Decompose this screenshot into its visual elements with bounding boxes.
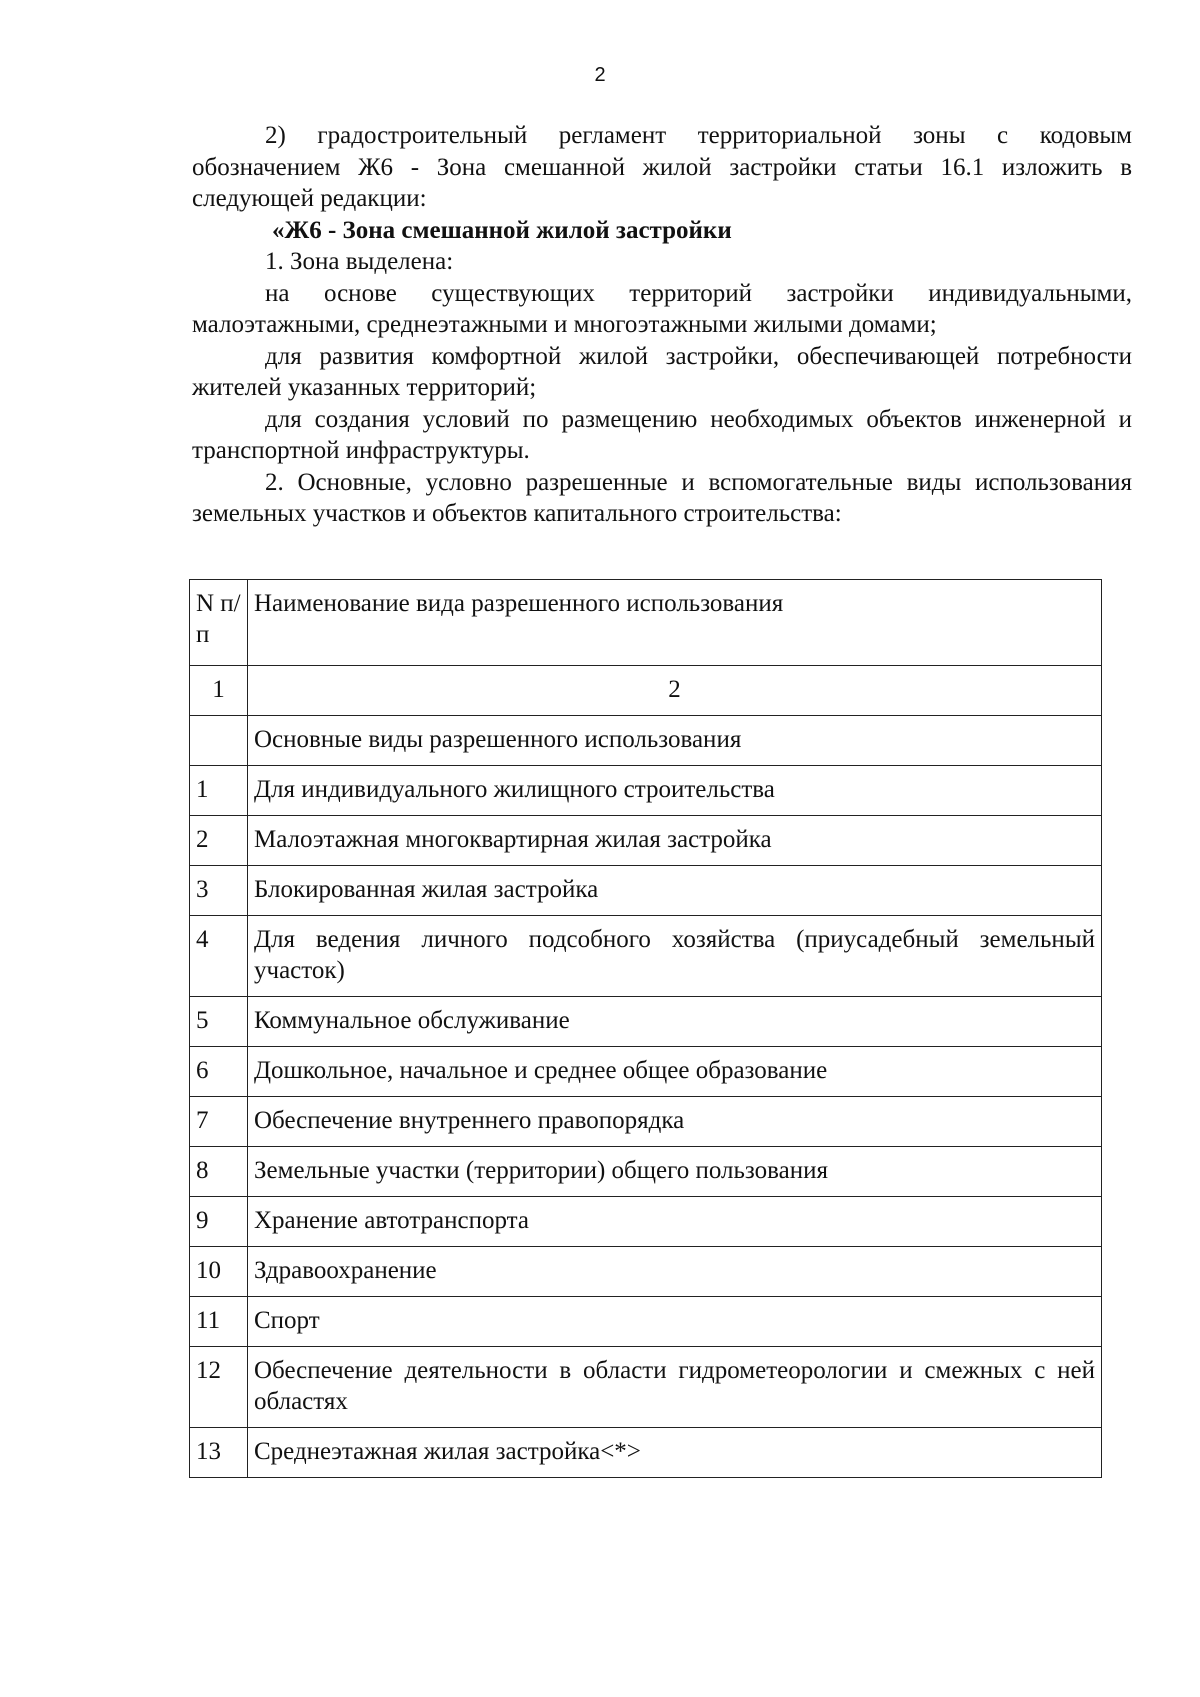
header-name-cell: Наименование вида разрешенного использования [248, 580, 1102, 666]
row-name: Малоэтажная многоквартирная жилая застройка [248, 816, 1102, 866]
paragraph-use-types: 2. Основные, условно разрешенные и вспомогательные виды использования земельных участков и объектов капитального строительства: [192, 468, 1132, 527]
row-name: Обеспечение деятельности в области гидрометеорологии и смежных с ней областях [248, 1347, 1102, 1428]
row-num: 2 [190, 816, 248, 866]
row-num: 3 [190, 866, 248, 916]
row-name: Здравоохранение [248, 1247, 1102, 1297]
table-row [190, 866, 1102, 916]
row-name: Среднеэтажная жилая застройка<*> [248, 1428, 1102, 1478]
row-num: 11 [190, 1297, 248, 1347]
table-row [190, 1347, 1102, 1428]
table-row [190, 997, 1102, 1047]
table-row [190, 1097, 1102, 1147]
section-title-num-cell [190, 716, 248, 766]
row-num: 5 [190, 997, 248, 1047]
permitted-use-table [189, 579, 1102, 1478]
row-num: 8 [190, 1147, 248, 1197]
column-number-2: 2 [248, 666, 1102, 716]
table-row [190, 916, 1102, 997]
header-num-cell: N п/п [190, 580, 248, 666]
row-num: 7 [190, 1097, 248, 1147]
table-row [190, 1147, 1102, 1197]
row-name: Блокированная жилая застройка [248, 866, 1102, 916]
row-num: 6 [190, 1047, 248, 1097]
row-num: 1 [190, 766, 248, 816]
row-num: 10 [190, 1247, 248, 1297]
row-num: 13 [190, 1428, 248, 1478]
column-number-1: 1 [190, 666, 248, 716]
paragraph-amendment: 2) градостроительный регламент территориальной зоны с кодовым обозначением Ж6 - Зона смешанной жилой застройки статьи 16.1 изложить в следующей редакции: [192, 122, 1132, 212]
document-body [192, 120, 1132, 530]
section-title-cell: Основные виды разрешенного использования [248, 716, 1102, 766]
row-name: Для ведения личного подсобного хозяйства (приусадебный земельный участок) [248, 916, 1102, 997]
row-name: Дошкольное, начальное и среднее общее образование [248, 1047, 1102, 1097]
row-num: 12 [190, 1347, 248, 1428]
row-num: 4 [190, 916, 248, 997]
paragraph-basis: на основе существующих территорий застройки индивидуальными, малоэтажными, среднеэтажными и многоэтажными жилыми домами; [192, 279, 1132, 338]
table-row [190, 816, 1102, 866]
row-name: Коммунальное обслуживание [248, 997, 1102, 1047]
paragraph-zone-allocated: 1. Зона выделена: [265, 248, 454, 275]
table-row [190, 1247, 1102, 1297]
row-name: Хранение автотранспорта [248, 1197, 1102, 1247]
table-row [190, 1047, 1102, 1097]
page-number: 2 [594, 64, 606, 86]
zone-heading: «Ж6 - Зона смешанной жилой застройки [272, 216, 732, 244]
table-row [190, 1197, 1102, 1247]
row-name: Земельные участки (территории) общего пользования [248, 1147, 1102, 1197]
row-name: Обеспечение внутреннего правопорядка [248, 1097, 1102, 1147]
table-row [190, 766, 1102, 816]
paragraph-development: для развития комфортной жилой застройки, обеспечивающей потребности жителей указанных территорий; [192, 342, 1132, 401]
table-row [190, 1428, 1102, 1478]
row-num: 9 [190, 1197, 248, 1247]
section-title-row [190, 716, 1102, 766]
row-name: Для индивидуального жилищного строительства [248, 766, 1102, 816]
row-name: Спорт [248, 1297, 1102, 1347]
table-header-row [190, 580, 1102, 666]
column-number-row [190, 666, 1102, 716]
table-row [190, 1297, 1102, 1347]
paragraph-infrastructure: для создания условий по размещению необходимых объектов инженерной и транспортной инфраструктуры. [192, 405, 1132, 464]
